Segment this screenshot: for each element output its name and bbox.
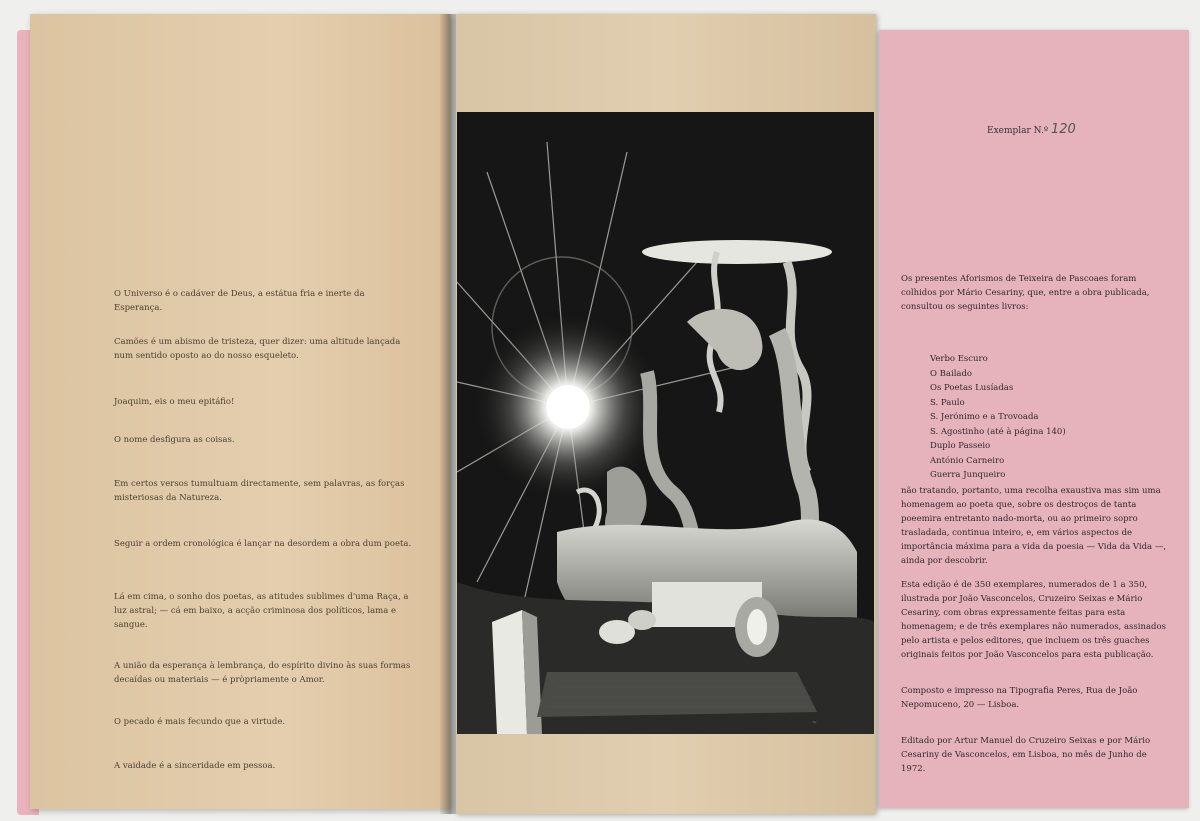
book-item: Os Poetas Lusíadas: [930, 383, 1014, 393]
left-page: [30, 14, 450, 809]
colophon-intro: Os presentes Aforismos de Teixeira de Pascoaes foram colhidos por Mário Cesariny, que, entre a obra publicada, consultou os seguintes livros:: [901, 274, 1150, 312]
book-item: S. Paulo: [930, 397, 965, 408]
book-item: Verbo Escuro: [930, 354, 988, 364]
aphorism-3: Joaquim, eis o meu epitáfio!: [114, 397, 235, 407]
svg-text:~: ~: [812, 719, 818, 726]
aphorism-9: O pecado é mais fecundo que a virtude.: [114, 717, 286, 727]
book-item: O Bailado: [930, 368, 973, 379]
aphorism-6: Seguir a ordem cronológica é lançar na desordem a obra dum poeta.: [114, 539, 412, 549]
book-list: [930, 352, 1066, 483]
edition-notice: Esta edição é de 350 exemplares, numerados de 1 a 350, ilustrada por João Vasconcelos, Cruzeiro Seixas e Mário Cesariny, com obras expressamente feitas para esta homenagem; e de três exemplares não numerados, assinados pelo artista e pelos editores, que incluem os três guaches originais feitos por João Vasconcelos para esta publicação.: [901, 580, 1166, 660]
aphorism-7: Lá em cima, o sonho dos poetas, as atitudes sublimes d'uma Raça, a luz astral; — cá em baixo, a acção criminosa dos políticos, lama e sangue.: [114, 592, 409, 630]
aphorism-10: A vaidade é a sinceridade em pessoa.: [114, 761, 276, 771]
surrealist-illustration: [457, 112, 874, 734]
aphorism-4: O nome desfigura as coisas.: [114, 435, 235, 445]
aphorism-5: Em certos versos tumultuam directamente, sem palavras, as forças misteriosas da Natureza.: [114, 479, 405, 503]
aphorism-8: A união da esperança à lembrança, do espírito divino às suas formas decaídas ou materiais — é pròpriamente o Amor.: [114, 661, 411, 685]
book-item: Duplo Passeio: [930, 441, 991, 451]
exemplar-line: [987, 122, 1076, 137]
aphorism-1: O Universo é o cadáver de Deus, a estátua fria e inerte da Esperança.: [114, 289, 365, 313]
colophon-continuation: não tratando, portanto, uma recolha exaustiva mas sim uma homenagem ao poeta que, sobre os destroços de tanta poeemira entretanto nado-morta, ou ao primeiro sopro trasladada, continua inteiro, e, em vários aspectos de importância máxima para a vida da poesia — Vida da Vida —, ainda por descobrir.: [901, 486, 1167, 566]
book-item: S. Jerónimo e a Trovoada: [930, 412, 1039, 422]
book-item: António Carneiro: [930, 455, 1005, 466]
exemplar-label: Exemplar N.º: [987, 126, 1049, 136]
exemplar-number: 120: [1050, 122, 1076, 137]
aphorism-2: Camões é um abismo de tristeza, quer dizer: uma altitude lançada num sentido oposto ao do nosso esqueleto.: [114, 337, 401, 361]
book-item: Guerra Junqueiro: [930, 470, 1006, 480]
editors-notice: Editado por Artur Manuel do Cruzeiro Seixas e por Mário Cesariny de Vasconcelos, em Lisboa, no mês de Junho de 1972.: [901, 736, 1151, 774]
book-item: S. Agostinho (até à página 140): [930, 426, 1066, 437]
illustration-artwork: [457, 112, 874, 734]
printer-notice: Composto e impresso na Tipografia Peres, Rua de João Nepomuceno, 20 — Lisboa.: [901, 686, 1138, 710]
